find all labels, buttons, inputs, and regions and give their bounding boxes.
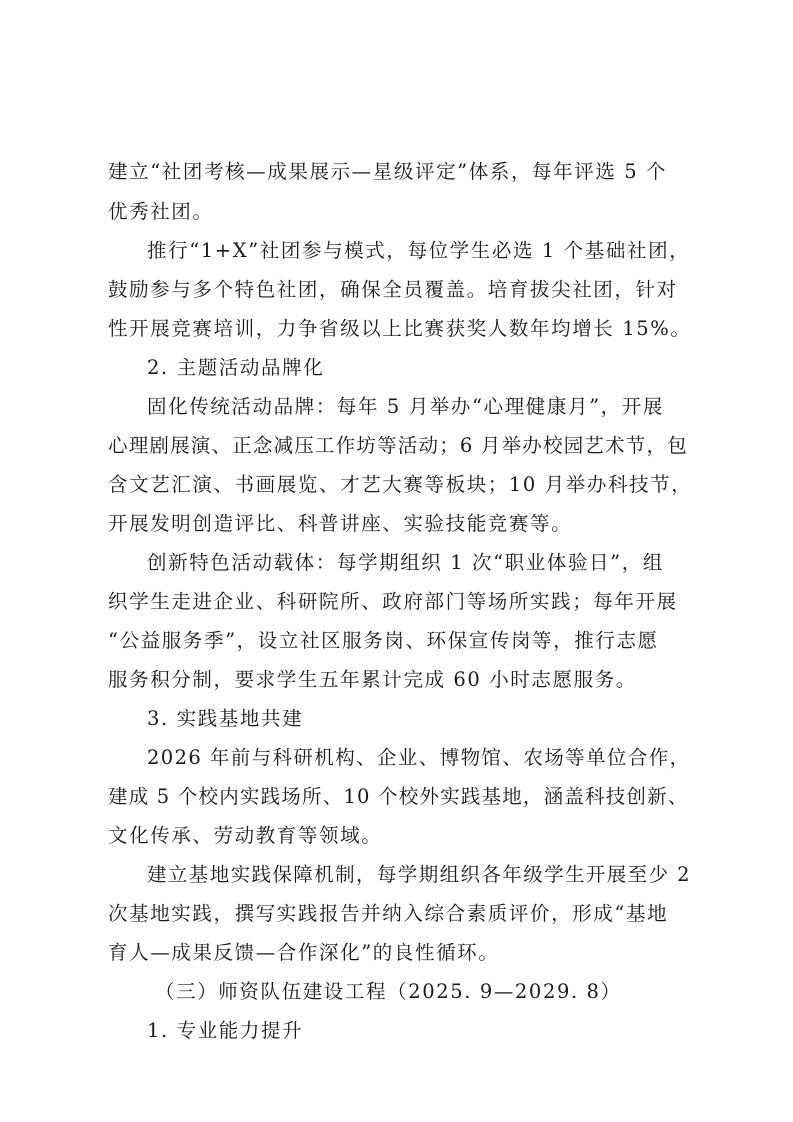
paragraph-line: 含文艺汇演、书画展览、才艺大赛等板块；10 月举办科技节， [108, 473, 693, 496]
section-heading: 1. 专业能力提升 [147, 1019, 304, 1042]
paragraph-line: 服务积分制，要求学生五年累计完成 60 小时志愿服务。 [108, 668, 637, 691]
paragraph-line: 次基地实践，撰写实践报告并纳入综合素质评价，形成“基地 [108, 902, 669, 925]
paragraph-line: “公益服务季”，设立社区服务岗、环保宣传岗等，推行志愿 [108, 629, 659, 652]
paragraph-line: 2026 年前与科研机构、企业、博物馆、农场等单位合作， [147, 746, 691, 769]
paragraph-line: 鼓励参与多个特色社团，确保全员覆盖。培育拔尖社团，针对 [108, 278, 678, 301]
section-heading: 2. 主题活动品牌化 [147, 356, 325, 379]
paragraph-line: 建立基地实践保障机制，每学期组织各年级学生开展至少 2 [147, 863, 691, 886]
section-heading: 3. 实践基地共建 [147, 707, 304, 730]
paragraph-line: 性开展竞赛培训，力争省级以上比赛获奖人数年均增长 15%。 [108, 317, 692, 340]
paragraph-line: 开展发明创造评比、科普讲座、实验技能竞赛等。 [108, 512, 573, 535]
paragraph-line: 建成 5 个校内实践场所、10 个校外实践基地，涵盖科技创新、 [108, 785, 689, 808]
paragraph-line: 文化传承、劳动教育等领域。 [108, 824, 383, 847]
paragraph-line: 创新特色活动载体：每学期组织 1 次“职业体验日”，组 [147, 551, 664, 574]
paragraph-line: 织学生走进企业、科研院所、政府部门等场所实践；每年开展 [108, 590, 678, 613]
paragraph-line: 推行“1+X”社团参与模式，每位学生必选 1 个基础社团， [147, 239, 691, 262]
chapter-heading: （三）师资队伍建设工程（2025. 9—2029. 8） [155, 980, 622, 1003]
paragraph-line: 心理剧展演、正念减压工作坊等活动；6 月举办校园艺术节，包 [108, 434, 688, 457]
paragraph-line: 优秀社团。 [108, 200, 214, 223]
paragraph-line: 固化传统活动品牌：每年 5 月举办“心理健康月”，开展 [147, 395, 664, 418]
paragraph-line: 育人—成果反馈—合作深化”的良性循环。 [108, 941, 500, 964]
paragraph-line: 建立“社团考核—成果展示—星级评定”体系，每年评选 5 个 [108, 160, 668, 183]
